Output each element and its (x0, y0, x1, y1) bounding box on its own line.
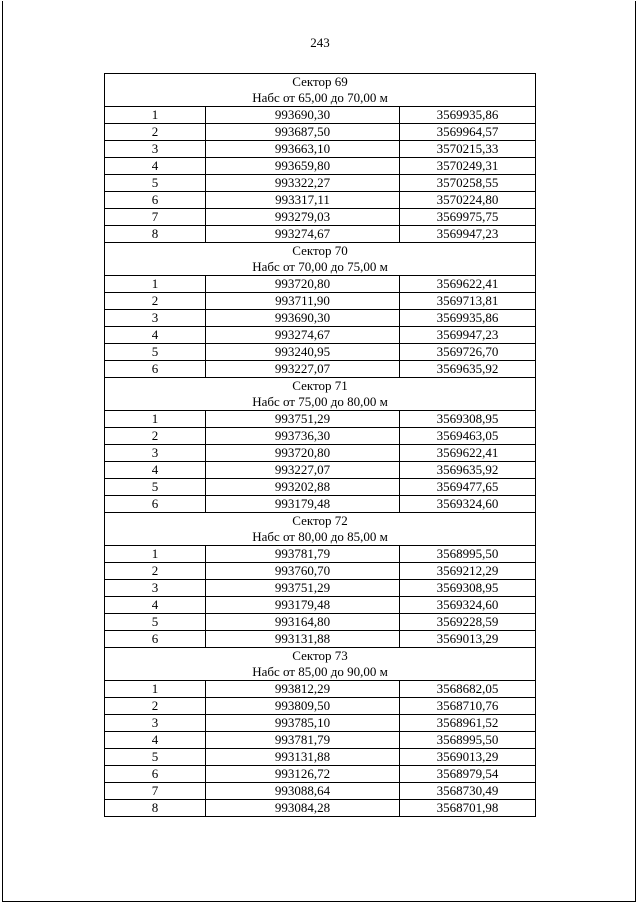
y-coordinate-cell: 3569308,95 (400, 411, 536, 428)
y-coordinate-cell: 3569308,95 (400, 580, 536, 597)
table-row (105, 175, 536, 192)
point-number-cell: 2 (105, 563, 206, 580)
table-row (105, 445, 536, 462)
sector-title-row (105, 74, 536, 91)
x-coordinate-cell: 993659,80 (206, 158, 400, 175)
table-row (105, 631, 536, 648)
y-coordinate-cell: 3569964,57 (400, 124, 536, 141)
x-coordinate-cell: 993711,90 (206, 293, 400, 310)
y-coordinate-cell: 3569975,75 (400, 209, 536, 226)
x-coordinate-cell: 993781,79 (206, 732, 400, 749)
y-coordinate-cell: 3569635,92 (400, 361, 536, 378)
y-coordinate-cell: 3568979,54 (400, 766, 536, 783)
x-coordinate-cell: 993084,28 (206, 800, 400, 817)
y-coordinate-cell: 3569228,59 (400, 614, 536, 631)
x-coordinate-cell: 993690,30 (206, 107, 400, 124)
y-coordinate-cell: 3569947,23 (400, 327, 536, 344)
point-number-cell: 4 (105, 462, 206, 479)
point-number-cell: 3 (105, 310, 206, 327)
point-number-cell: 4 (105, 327, 206, 344)
sector-title-row (105, 648, 536, 665)
sector-height-range: Набс от 80,00 до 85,00 м (105, 529, 536, 546)
y-coordinate-cell: 3570224,80 (400, 192, 536, 209)
y-coordinate-cell: 3569726,70 (400, 344, 536, 361)
x-coordinate-cell: 993317,11 (206, 192, 400, 209)
point-number-cell: 6 (105, 192, 206, 209)
y-coordinate-cell: 3568710,76 (400, 698, 536, 715)
point-number-cell: 3 (105, 715, 206, 732)
y-coordinate-cell: 3569324,60 (400, 597, 536, 614)
y-coordinate-cell: 3568961,52 (400, 715, 536, 732)
coordinates-table-body (105, 74, 536, 817)
table-row (105, 411, 536, 428)
x-coordinate-cell: 993227,07 (206, 361, 400, 378)
x-coordinate-cell: 993785,10 (206, 715, 400, 732)
x-coordinate-cell: 993179,48 (206, 496, 400, 513)
x-coordinate-cell: 993131,88 (206, 749, 400, 766)
table-row (105, 698, 536, 715)
point-number-cell: 1 (105, 107, 206, 124)
y-coordinate-cell: 3568701,98 (400, 800, 536, 817)
y-coordinate-cell: 3569463,05 (400, 428, 536, 445)
x-coordinate-cell: 993131,88 (206, 631, 400, 648)
table-row (105, 766, 536, 783)
point-number-cell: 8 (105, 800, 206, 817)
y-coordinate-cell: 3569324,60 (400, 496, 536, 513)
table-row (105, 276, 536, 293)
y-coordinate-cell: 3570215,33 (400, 141, 536, 158)
y-coordinate-cell: 3569477,65 (400, 479, 536, 496)
point-number-cell: 6 (105, 496, 206, 513)
sector-title: Сектор 69 (105, 74, 536, 91)
table-row (105, 496, 536, 513)
point-number-cell: 6 (105, 766, 206, 783)
sector-subtitle-row (105, 664, 536, 681)
point-number-cell: 2 (105, 293, 206, 310)
sector-height-range: Набс от 85,00 до 90,00 м (105, 664, 536, 681)
x-coordinate-cell: 993274,67 (206, 226, 400, 243)
point-number-cell: 4 (105, 732, 206, 749)
x-coordinate-cell: 993781,79 (206, 546, 400, 563)
y-coordinate-cell: 3570258,55 (400, 175, 536, 192)
table-row (105, 107, 536, 124)
sector-subtitle-row (105, 259, 536, 276)
y-coordinate-cell: 3569622,41 (400, 276, 536, 293)
table-row (105, 597, 536, 614)
point-number-cell: 7 (105, 783, 206, 800)
y-coordinate-cell: 3569212,29 (400, 563, 536, 580)
sector-title: Сектор 72 (105, 513, 536, 530)
x-coordinate-cell: 993751,29 (206, 580, 400, 597)
point-number-cell: 3 (105, 141, 206, 158)
point-number-cell: 5 (105, 614, 206, 631)
point-number-cell: 1 (105, 276, 206, 293)
table-row (105, 428, 536, 445)
table-row (105, 141, 536, 158)
point-number-cell: 4 (105, 158, 206, 175)
point-number-cell: 8 (105, 226, 206, 243)
table-row (105, 732, 536, 749)
table-row (105, 749, 536, 766)
y-coordinate-cell: 3569622,41 (400, 445, 536, 462)
y-coordinate-cell: 3569635,92 (400, 462, 536, 479)
x-coordinate-cell: 993126,72 (206, 766, 400, 783)
coordinates-table (104, 73, 536, 817)
x-coordinate-cell: 993720,80 (206, 445, 400, 462)
sector-subtitle-row (105, 394, 536, 411)
table-row (105, 681, 536, 698)
point-number-cell: 5 (105, 749, 206, 766)
table-row (105, 580, 536, 597)
x-coordinate-cell: 993687,50 (206, 124, 400, 141)
sector-subtitle-row (105, 529, 536, 546)
sector-height-range: Набс от 70,00 до 75,00 м (105, 259, 536, 276)
point-number-cell: 5 (105, 344, 206, 361)
x-coordinate-cell: 993663,10 (206, 141, 400, 158)
table-row (105, 344, 536, 361)
point-number-cell: 1 (105, 411, 206, 428)
table-row (105, 158, 536, 175)
point-number-cell: 5 (105, 175, 206, 192)
table-row (105, 614, 536, 631)
sector-subtitle-row (105, 90, 536, 107)
y-coordinate-cell: 3569713,81 (400, 293, 536, 310)
x-coordinate-cell: 993202,88 (206, 479, 400, 496)
table-row (105, 226, 536, 243)
x-coordinate-cell: 993690,30 (206, 310, 400, 327)
y-coordinate-cell: 3568995,50 (400, 732, 536, 749)
x-coordinate-cell: 993227,07 (206, 462, 400, 479)
sector-height-range: Набс от 75,00 до 80,00 м (105, 394, 536, 411)
y-coordinate-cell: 3569013,29 (400, 749, 536, 766)
y-coordinate-cell: 3568995,50 (400, 546, 536, 563)
table-row (105, 209, 536, 226)
x-coordinate-cell: 993736,30 (206, 428, 400, 445)
point-number-cell: 1 (105, 681, 206, 698)
table-row (105, 563, 536, 580)
page-number: 243 (310, 35, 330, 50)
x-coordinate-cell: 993088,64 (206, 783, 400, 800)
sector-title: Сектор 73 (105, 648, 536, 665)
table-row (105, 327, 536, 344)
point-number-cell: 5 (105, 479, 206, 496)
table-row (105, 361, 536, 378)
y-coordinate-cell: 3568682,05 (400, 681, 536, 698)
table-row (105, 546, 536, 563)
x-coordinate-cell: 993812,29 (206, 681, 400, 698)
x-coordinate-cell: 993720,80 (206, 276, 400, 293)
x-coordinate-cell: 993751,29 (206, 411, 400, 428)
point-number-cell: 2 (105, 698, 206, 715)
point-number-cell: 3 (105, 445, 206, 462)
x-coordinate-cell: 993274,67 (206, 327, 400, 344)
sector-height-range: Набс от 65,00 до 70,00 м (105, 90, 536, 107)
x-coordinate-cell: 993240,95 (206, 344, 400, 361)
x-coordinate-cell: 993322,27 (206, 175, 400, 192)
table-row (105, 192, 536, 209)
y-coordinate-cell: 3570249,31 (400, 158, 536, 175)
sector-title-row (105, 378, 536, 395)
sector-title-row (105, 243, 536, 260)
table-row (105, 715, 536, 732)
table-row (105, 800, 536, 817)
table-row (105, 462, 536, 479)
point-number-cell: 6 (105, 631, 206, 648)
y-coordinate-cell: 3568730,49 (400, 783, 536, 800)
table-row (105, 293, 536, 310)
point-number-cell: 2 (105, 428, 206, 445)
point-number-cell: 7 (105, 209, 206, 226)
sector-title: Сектор 70 (105, 243, 536, 260)
x-coordinate-cell: 993279,03 (206, 209, 400, 226)
y-coordinate-cell: 3569947,23 (400, 226, 536, 243)
x-coordinate-cell: 993809,50 (206, 698, 400, 715)
point-number-cell: 1 (105, 546, 206, 563)
x-coordinate-cell: 993179,48 (206, 597, 400, 614)
x-coordinate-cell: 993760,70 (206, 563, 400, 580)
table-row (105, 783, 536, 800)
point-number-cell: 6 (105, 361, 206, 378)
x-coordinate-cell: 993164,80 (206, 614, 400, 631)
table-row (105, 310, 536, 327)
table-row (105, 124, 536, 141)
point-number-cell: 4 (105, 597, 206, 614)
table-row (105, 479, 536, 496)
point-number-cell: 2 (105, 124, 206, 141)
sector-title-row (105, 513, 536, 530)
y-coordinate-cell: 3569935,86 (400, 107, 536, 124)
sector-title: Сектор 71 (105, 378, 536, 395)
y-coordinate-cell: 3569935,86 (400, 310, 536, 327)
y-coordinate-cell: 3569013,29 (400, 631, 536, 648)
point-number-cell: 3 (105, 580, 206, 597)
